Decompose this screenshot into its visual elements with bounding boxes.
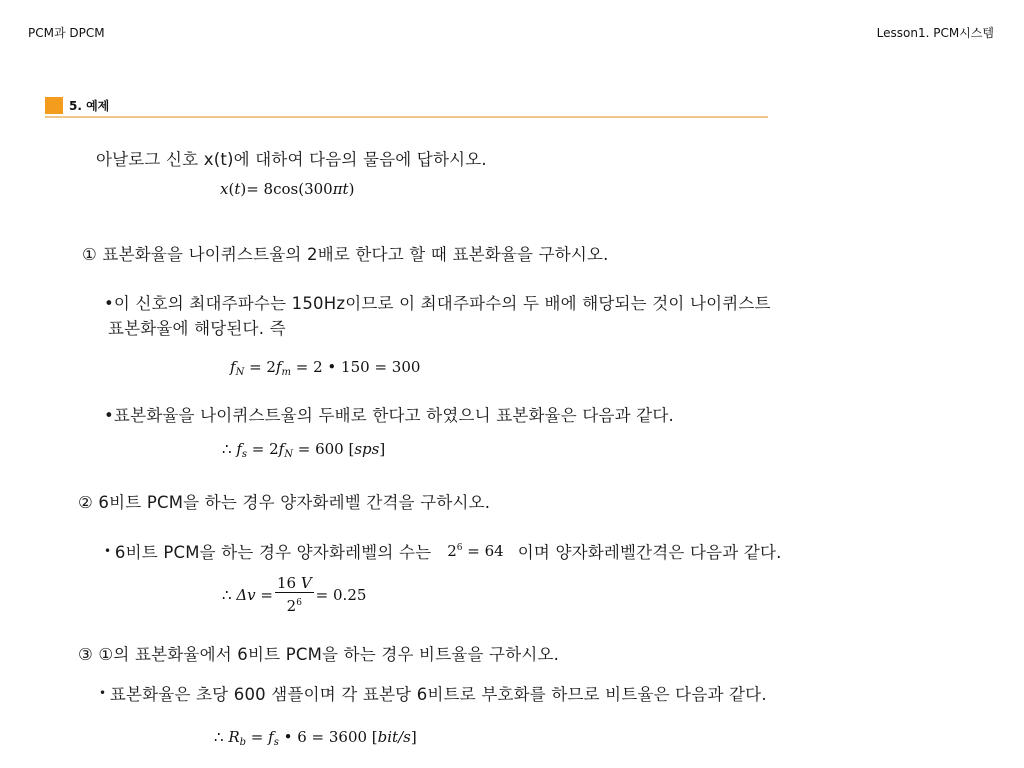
q2-inline-equation: $2^6 = 64$: [447, 542, 504, 560]
q1-bullet-1-line-2: 표본화율에 해당된다. 즉: [108, 319, 286, 338]
question-3: ③ ①의 표본화율에서 6비트 PCM을 하는 경우 비트율을 구하시오.: [78, 645, 560, 664]
q1-equation-2: ∴ $f_s = 2f_N = 600$ [sps]: [222, 440, 386, 460]
bullet-dot: •: [99, 686, 110, 700]
intro-equation: x(t)= 8cos(300πt): [220, 180, 355, 198]
q1-bullet-1-line-1: •이 신호의 최대주파수는 150Hz이므로 이 최대주파수의 두 배에 해당되는 것이 나이퀴스트: [104, 294, 771, 313]
section-divider: [45, 116, 768, 118]
q1-bullet-2: •표본화율을 나이퀴스트율의 두배로 한다고 하였으니 표본화율은 다음과 같다.: [104, 406, 674, 425]
q3-bullet: [99, 681, 767, 705]
q3-bullet-text: 표본화율은 초당 600 샘플이며 각 표본당 6비트로 부호화를 하므로 비트율은 다음과 같다.: [109, 685, 767, 704]
q2-fraction: $\frac{16 V}{2^6}$: [276, 574, 312, 615]
header-left-title: PCM과 DPCM: [28, 26, 105, 40]
section-marker: [45, 97, 63, 114]
q2-bullet: [104, 539, 782, 563]
intro-text: 아날로그 신호 x(t)에 대하여 다음의 물음에 답하시오.: [96, 150, 487, 169]
q2-equation: ∴ Δv = $\frac{16 V}{2^6}$ = 0.25: [222, 574, 367, 615]
question-2: ② 6비트 PCM을 하는 경우 양자화레벨 간격을 구하시오.: [78, 493, 491, 512]
q3-equation: ∴ $R_b = f_s$ • 6 = 3600 [bit/s]: [214, 728, 417, 748]
q2-bullet-text-b: 이며 양자화레벨간격은 다음과 같다.: [517, 543, 782, 562]
question-1: ① 표본화율을 나이퀴스트율의 2배로 한다고 할 때 표본화율을 구하시오.: [82, 245, 609, 264]
bullet-dot: •: [104, 544, 115, 558]
q1-equation-1: $f_N = 2f_m = 2$ • 150 = 300: [230, 358, 421, 378]
header-right-title: Lesson1. PCM시스템: [876, 26, 994, 40]
section-title: 5. 예제: [69, 99, 110, 113]
q2-bullet-text-a: 6비트 PCM을 하는 경우 양자화레벨의 수는: [114, 543, 432, 562]
